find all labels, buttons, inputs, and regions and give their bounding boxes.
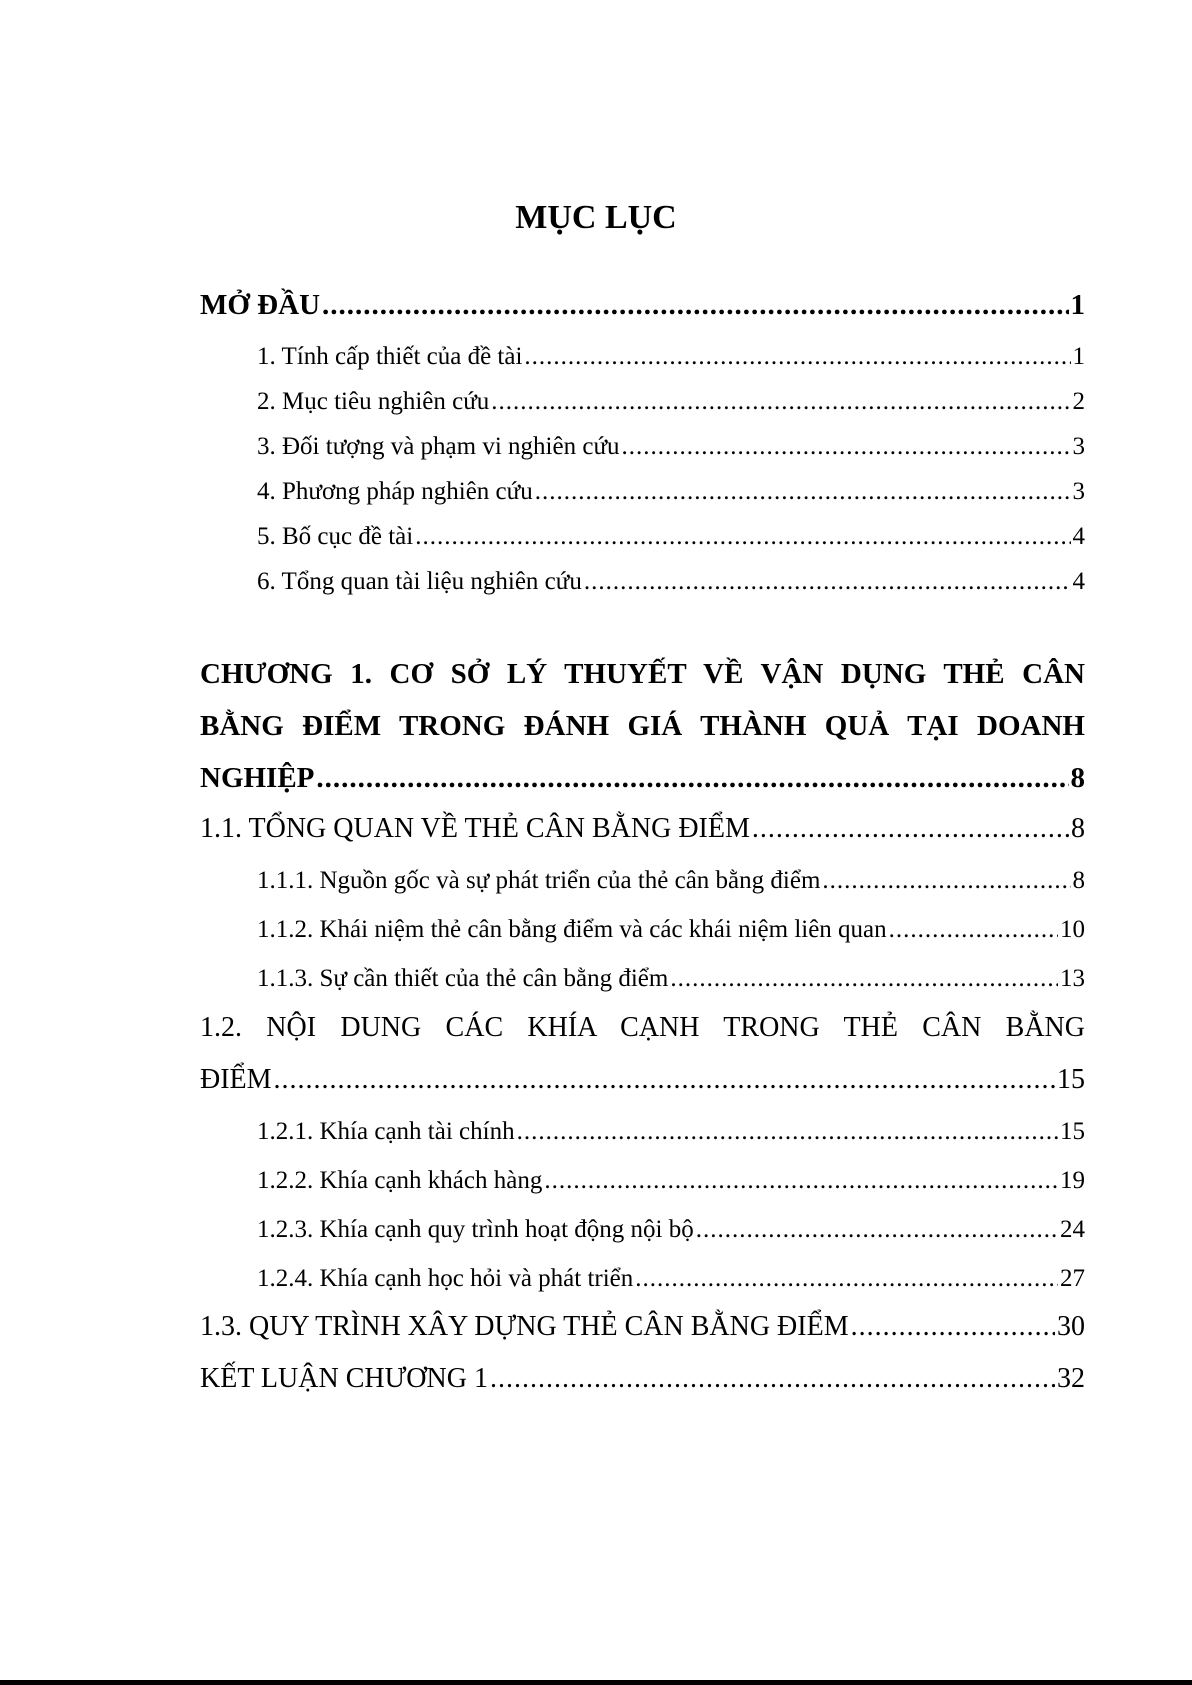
toc-entry[interactable] xyxy=(257,1262,1085,1296)
toc-page-number: 15 xyxy=(1060,1118,1085,1145)
toc-entry-mo-dau[interactable] xyxy=(200,288,1085,322)
toc-page-number: 10 xyxy=(1060,916,1085,943)
toc-chapter1-line2[interactable]: BẰNG ĐIỂM TRONG ĐÁNH GIÁ THÀNH QUẢ TẠI DOANH xyxy=(200,710,1085,742)
dot-leader xyxy=(696,1213,1058,1247)
toc-entry[interactable] xyxy=(257,475,1085,509)
toc-label: 2. Mục tiêu nghiên cứu xyxy=(257,388,490,415)
page-bottom-border xyxy=(0,1680,1192,1685)
toc-entry-section-1-2[interactable] xyxy=(200,1063,1085,1097)
dot-leader xyxy=(316,761,1068,795)
toc-entry[interactable] xyxy=(257,340,1085,374)
toc-page-number: 1 xyxy=(1072,343,1085,370)
toc-page-number: 2 xyxy=(1072,388,1085,415)
dot-leader xyxy=(851,1310,1055,1344)
toc-entry-section-1-3[interactable] xyxy=(200,1310,1085,1344)
toc-entry-chapter1[interactable] xyxy=(200,761,1085,795)
toc-page-number: 8 xyxy=(1071,813,1085,844)
toc-page-number: 30 xyxy=(1057,1311,1085,1342)
toc-entry[interactable] xyxy=(257,520,1085,554)
dot-leader xyxy=(752,812,1069,846)
toc-label: ĐIỂM xyxy=(200,1064,272,1095)
toc-label: 1.2.3. Khía cạnh quy trình hoạt động nội bộ xyxy=(257,1216,694,1243)
dot-leader xyxy=(524,340,1070,374)
toc-page-number: 3 xyxy=(1072,478,1085,505)
dot-leader xyxy=(635,1262,1058,1296)
toc-entry-section-1-1[interactable] xyxy=(200,812,1085,846)
toc-page-number: 24 xyxy=(1060,1216,1085,1243)
dot-leader xyxy=(822,864,1070,898)
dot-leader xyxy=(584,565,1071,599)
toc-page-number: 32 xyxy=(1057,1363,1085,1394)
toc-entry[interactable] xyxy=(257,1213,1085,1247)
dot-leader xyxy=(544,1164,1058,1198)
toc-label: 1. Tính cấp thiết của đề tài xyxy=(257,343,523,370)
toc-entry-conclusion[interactable] xyxy=(200,1362,1085,1396)
toc-label: 6. Tổng quan tài liệu nghiên cứu xyxy=(257,568,582,595)
toc-page-number: 15 xyxy=(1057,1064,1085,1095)
toc-label: 5. Bố cục đề tài xyxy=(257,523,414,550)
dot-leader xyxy=(889,913,1058,947)
toc-section-1-2-line1[interactable]: 1.2. NỘI DUNG CÁC KHÍA CẠNH TRONG THẺ CÂN BẰNG xyxy=(200,1012,1085,1043)
dot-leader xyxy=(622,430,1071,464)
toc-entry[interactable] xyxy=(257,1115,1085,1149)
toc-label: 1.3. QUY TRÌNH XÂY DỰNG THẺ CÂN BẰNG ĐIỂM xyxy=(200,1311,849,1342)
dot-leader xyxy=(322,288,1068,322)
dot-leader xyxy=(490,1362,1055,1396)
dot-leader xyxy=(535,475,1071,509)
dot-leader xyxy=(274,1063,1055,1097)
toc-label: 3. Đối tượng và phạm vi nghiên cứu xyxy=(257,433,620,460)
toc-label: 1.1.1. Nguồn gốc và sự phát triển của thẻ cân bằng điểm xyxy=(257,867,821,894)
toc-entry[interactable] xyxy=(257,1164,1085,1198)
toc-entry[interactable] xyxy=(257,864,1085,898)
toc-page-number: 19 xyxy=(1060,1167,1085,1194)
toc-label: 1.2.2. Khía cạnh khách hàng xyxy=(257,1167,543,1194)
table-of-contents xyxy=(200,0,1085,1685)
toc-page-number: 8 xyxy=(1070,762,1085,794)
toc-page-number: 8 xyxy=(1072,867,1085,894)
page-title: MỤC LỤC xyxy=(515,199,677,236)
dot-leader xyxy=(491,385,1070,419)
toc-label: MỞ ĐẦU xyxy=(200,289,321,321)
dot-leader xyxy=(517,1115,1058,1149)
toc-entry[interactable] xyxy=(257,385,1085,419)
toc-page-number: 1 xyxy=(1070,289,1085,321)
toc-label: 1.1.2. Khái niệm thẻ cân bằng điểm và các khái niệm liên quan xyxy=(257,916,887,943)
toc-label: 1.1. TỔNG QUAN VỀ THẺ CÂN BẰNG ĐIỂM xyxy=(200,813,750,844)
toc-page-number: 3 xyxy=(1072,433,1085,460)
toc-label: 1.2.1. Khía cạnh tài chính xyxy=(257,1118,515,1145)
toc-page-number: 4 xyxy=(1072,523,1085,550)
toc-entry[interactable] xyxy=(257,962,1085,996)
toc-label: 1.1.3. Sự cần thiết của thẻ cân bằng điểm xyxy=(257,965,669,992)
toc-chapter1-line1[interactable]: CHƯƠNG 1. CƠ SỞ LÝ THUYẾT VỀ VẬN DỤNG THẺ CÂN xyxy=(200,658,1085,690)
toc-page-number: 4 xyxy=(1072,568,1085,595)
toc-label: 1.2.4. Khía cạnh học hỏi và phát triển xyxy=(257,1265,634,1292)
toc-entry[interactable] xyxy=(257,430,1085,464)
toc-label: KẾT LUẬN CHƯƠNG 1 xyxy=(200,1363,488,1394)
toc-entry[interactable] xyxy=(257,913,1085,947)
toc-page-number: 13 xyxy=(1060,965,1085,992)
toc-page-number: 27 xyxy=(1060,1265,1085,1292)
toc-label: NGHIỆP xyxy=(200,762,315,794)
toc-label: 4. Phương pháp nghiên cứu xyxy=(257,478,533,505)
dot-leader xyxy=(415,520,1070,554)
dot-leader xyxy=(670,962,1058,996)
toc-entry[interactable] xyxy=(257,565,1085,599)
